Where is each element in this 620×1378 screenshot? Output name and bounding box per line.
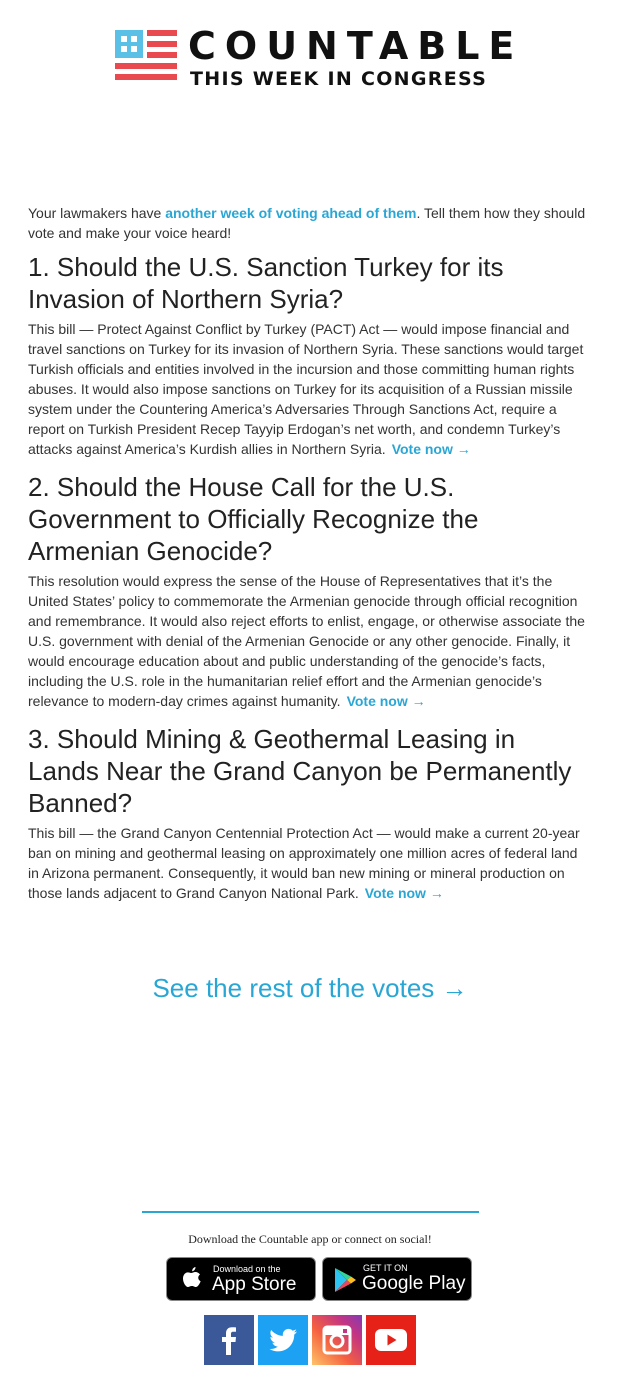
intro-text-after: . Tell them how they should vote and make your voice heard!: [28, 205, 586, 241]
intro-paragraph: [28, 203, 592, 243]
bill-body: This bill — the Grand Canyon Centennial Protection Act — would make a current 20-year ban on mining and geothermal leasing on approximately one million acres of federal land in Arizona permanent. Consequently, it would ban new mining or mineral production on those lands adjacent to Grand Canyon National Park.: [28, 825, 580, 901]
instagram-button[interactable]: [312, 1315, 362, 1365]
bill-description: [28, 319, 592, 459]
newsletter-tagline: THIS WEEK IN CONGRESS: [190, 68, 488, 90]
vote-now-link[interactable]: Vote now →: [364, 885, 444, 901]
see-rest-section: [0, 968, 620, 1008]
vote-now-link[interactable]: Vote now →: [346, 693, 426, 709]
app-store-label: App Store: [212, 1274, 297, 1295]
facebook-button[interactable]: [204, 1315, 254, 1365]
facebook-icon: [204, 1315, 254, 1365]
email-header: [0, 0, 620, 120]
bill-description: [28, 823, 592, 903]
twitter-icon: [258, 1315, 308, 1365]
instagram-icon: [312, 1315, 362, 1365]
vote-now-link[interactable]: Vote now →: [391, 441, 471, 457]
brand-name: COUNTABLE: [188, 24, 524, 68]
bill-title: 2. Should the House Call for the U.S. Government to Officially Recognize the Armenian Genocide?: [28, 472, 479, 566]
google-play-icon: [333, 1267, 357, 1293]
bill-item: [28, 471, 592, 711]
bill-item: [28, 723, 592, 903]
google-play-caption: GET IT ON: [363, 1263, 408, 1273]
bill-description: [28, 571, 592, 711]
youtube-icon: [366, 1315, 416, 1365]
bill-item: [28, 251, 592, 459]
main-content: [28, 203, 592, 915]
app-store-caption: Download on the: [213, 1264, 281, 1274]
download-prompt: Download the Countable app or connect on social!: [188, 1232, 432, 1246]
countable-flag-logo: [115, 30, 177, 86]
youtube-button[interactable]: [366, 1315, 416, 1365]
google-play-button[interactable]: [322, 1257, 472, 1301]
see-rest-of-votes-link[interactable]: See the rest of the votes →: [152, 973, 468, 1003]
twitter-button[interactable]: [258, 1315, 308, 1365]
app-store-button[interactable]: [166, 1257, 316, 1301]
apple-icon: [179, 1265, 203, 1293]
voting-week-link[interactable]: another week of voting ahead of them: [165, 205, 417, 221]
bill-body: This bill — Protect Against Conflict by Turkey (PACT) Act — would impose financial and travel sanctions on Turkey for its invasion of Northern Syria. These sanctions would target Turkish officials and entities involved in the incursion and those committing human rights abuses. It would also impose sanctions on Turkey for its acquisition of a Russian missile system under the Countering America’s Adversaries Through Sanctions Act, require a report on Turkish President Recep Tayyip Erdogan’s net worth, and condemn Turkey’s attacks against America’s Kurdish allies in Northern Syria.: [28, 321, 584, 457]
intro-text-before: Your lawmakers have: [28, 205, 166, 221]
bill-title: 3. Should Mining & Geothermal Leasing in Lands Near the Grand Canyon be Permanently Banned?: [28, 724, 572, 818]
google-play-label: Google Play: [362, 1273, 466, 1294]
bill-body: This resolution would express the sense of the House of Representatives that it’s the United States’ policy to commemorate the Armenian genocide through official recognition and remembrance. It would also reject efforts to enlist, engage, or otherwise associate the U.S. government with denial of the Armenian Genocide or any other genocide. Finally, it would encourage education about and public understanding of the genocide’s facts, including the U.S. role in the humanitarian relief effort and the Armenian genocide’s relevance to modern-day crimes against humanity.: [28, 573, 585, 709]
bill-title: 1. Should the U.S. Sanction Turkey for its Invasion of Northern Syria?: [28, 252, 504, 314]
footer-divider: [142, 1211, 479, 1213]
